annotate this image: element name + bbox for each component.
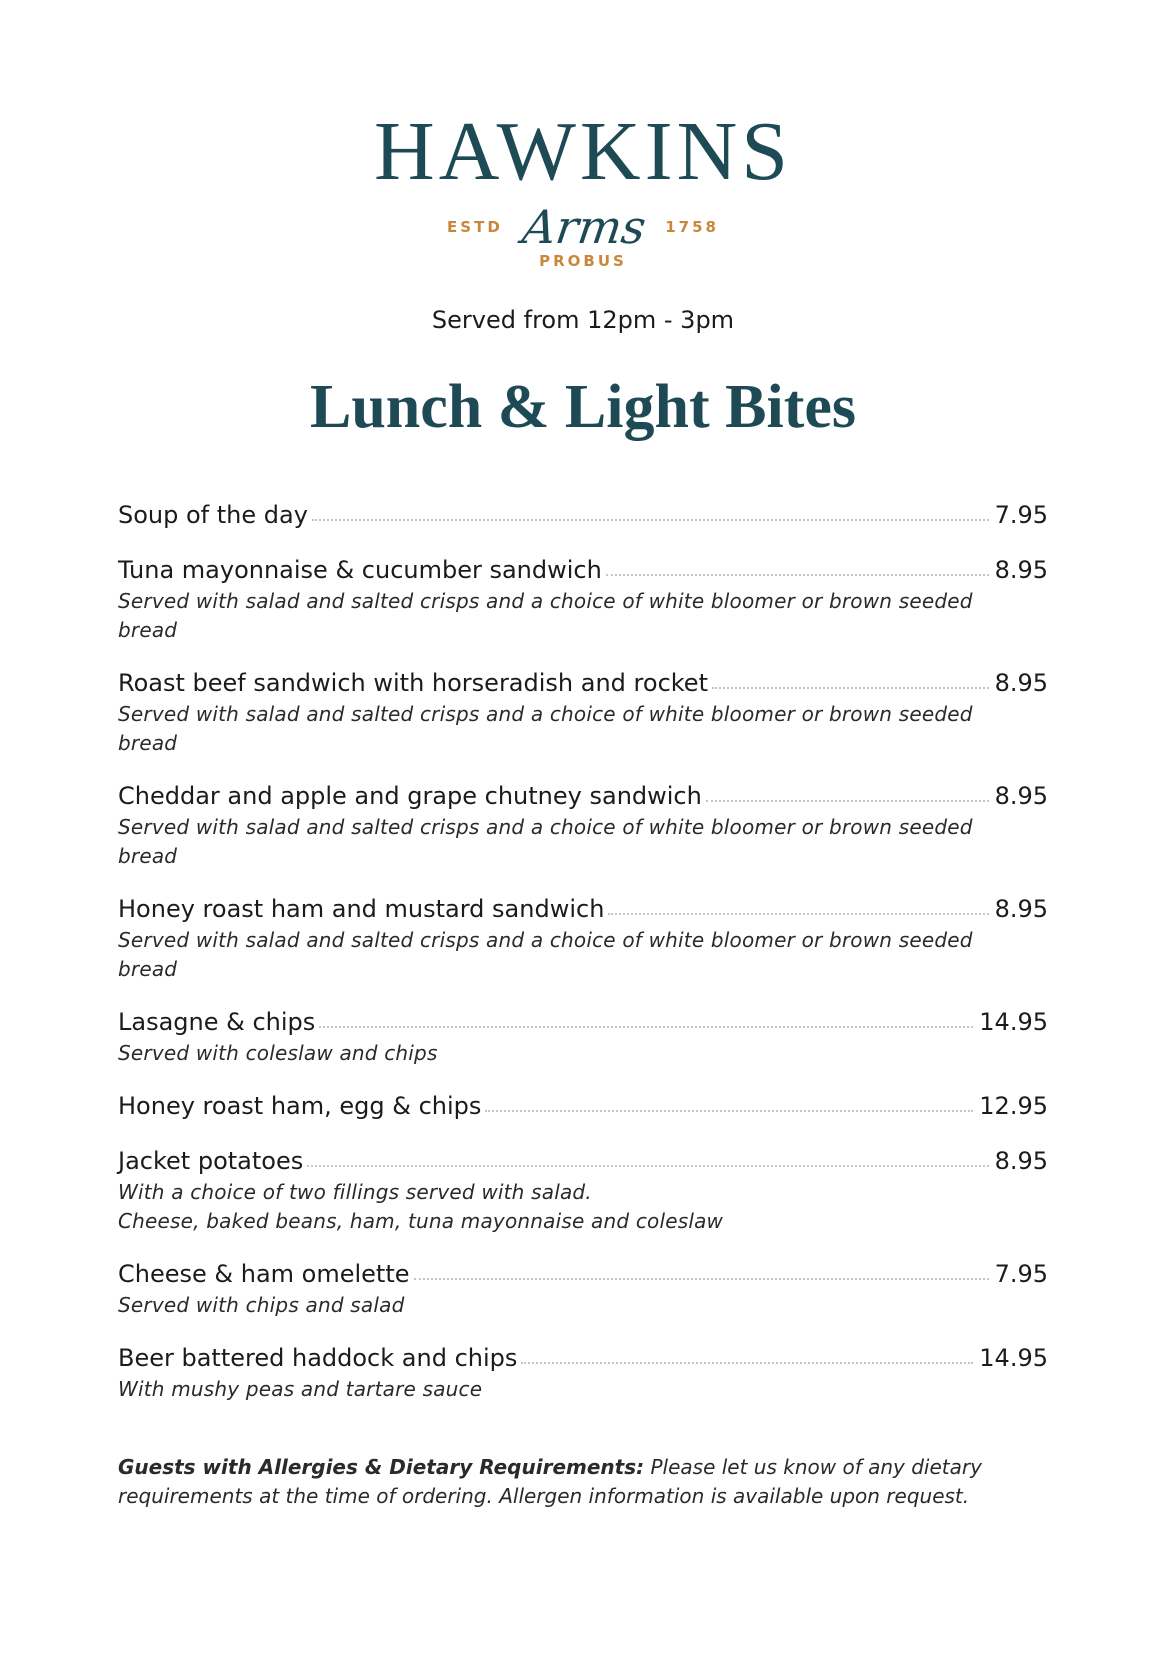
item-price: 8.95 (994, 1147, 1048, 1175)
menu-item (118, 1144, 1048, 1236)
item-price: 14.95 (979, 1344, 1048, 1372)
item-name: Roast beef sandwich with horseradish and rocket (118, 669, 708, 697)
item-description: Served with coleslaw and chips (118, 1041, 438, 1065)
menu-item (118, 1005, 1048, 1068)
item-description: Served with salad and salted crisps and a choice of white bloomer or brown seeded bread (118, 815, 973, 868)
logo (0, 105, 1166, 270)
menu-item (118, 892, 1048, 984)
logo-town: PROBUS (539, 252, 627, 270)
item-price: 7.95 (994, 1260, 1048, 1288)
menu-item (118, 1257, 1048, 1320)
dot-leader (608, 912, 988, 915)
menu-item (118, 498, 1048, 532)
item-description-extra: Cheese, baked beans, ham, tuna mayonnaise and coleslaw (118, 1209, 724, 1233)
item-name: Honey roast ham, egg & chips (118, 1092, 482, 1120)
item-name: Jacket potatoes (118, 1147, 304, 1175)
item-description: With a choice of two fillings served with salad. (118, 1180, 592, 1204)
item-description: Served with chips and salad (118, 1293, 405, 1317)
item-description: Served with salad and salted crisps and a choice of white bloomer or brown seeded bread (118, 589, 973, 642)
item-price: 8.95 (994, 782, 1048, 810)
item-name: Beer battered haddock and chips (118, 1344, 518, 1372)
item-description: Served with salad and salted crisps and a choice of white bloomer or brown seeded bread (118, 928, 973, 981)
dot-leader (706, 799, 989, 802)
dot-leader (485, 1109, 973, 1112)
item-price: 8.95 (994, 556, 1048, 584)
logo-name: HAWKINS (374, 105, 792, 198)
logo-script: Arms (518, 200, 649, 254)
dot-leader (312, 518, 989, 521)
allergy-notice (118, 1453, 1028, 1511)
menu-item (118, 553, 1048, 645)
item-name: Tuna mayonnaise & cucumber sandwich (118, 556, 602, 584)
menu-item (118, 779, 1048, 871)
item-price: 7.95 (994, 501, 1048, 529)
item-name: Soup of the day (118, 501, 308, 529)
item-name: Cheese & ham omelette (118, 1260, 410, 1288)
dot-leader (712, 686, 989, 689)
section-title: Lunch & Light Bites (309, 373, 857, 441)
allergy-heading: Guests with Allergies & Dietary Requirements: (118, 1455, 645, 1479)
dot-leader (307, 1164, 988, 1167)
item-price: 12.95 (979, 1092, 1048, 1120)
dot-leader (319, 1025, 973, 1028)
allergy-text: Please let us know of any dietary requirements at the time of ordering. Allergen information is available upon request. (118, 1455, 982, 1508)
logo-middle-line (0, 200, 1166, 254)
dot-leader (414, 1277, 989, 1280)
item-description: Served with salad and salted crisps and a choice of white bloomer or brown seeded bread (118, 702, 973, 755)
item-price: 14.95 (979, 1008, 1048, 1036)
logo-year: 1758 (665, 218, 719, 236)
menu-item (118, 1341, 1048, 1404)
item-price: 8.95 (994, 895, 1048, 923)
item-price: 8.95 (994, 669, 1048, 697)
dot-leader (521, 1361, 973, 1364)
item-description: With mushy peas and tartare sauce (118, 1377, 483, 1401)
logo-estd: ESTD (447, 218, 503, 236)
item-name: Lasagne & chips (118, 1008, 316, 1036)
item-name: Honey roast ham and mustard sandwich (118, 895, 605, 923)
menu-item (118, 1089, 1048, 1123)
serving-hours: Served from 12pm - 3pm (431, 306, 735, 334)
menu-item (118, 666, 1048, 758)
item-name: Cheddar and apple and grape chutney sandwich (118, 782, 702, 810)
dot-leader (606, 573, 989, 576)
menu-list (118, 498, 1048, 1425)
